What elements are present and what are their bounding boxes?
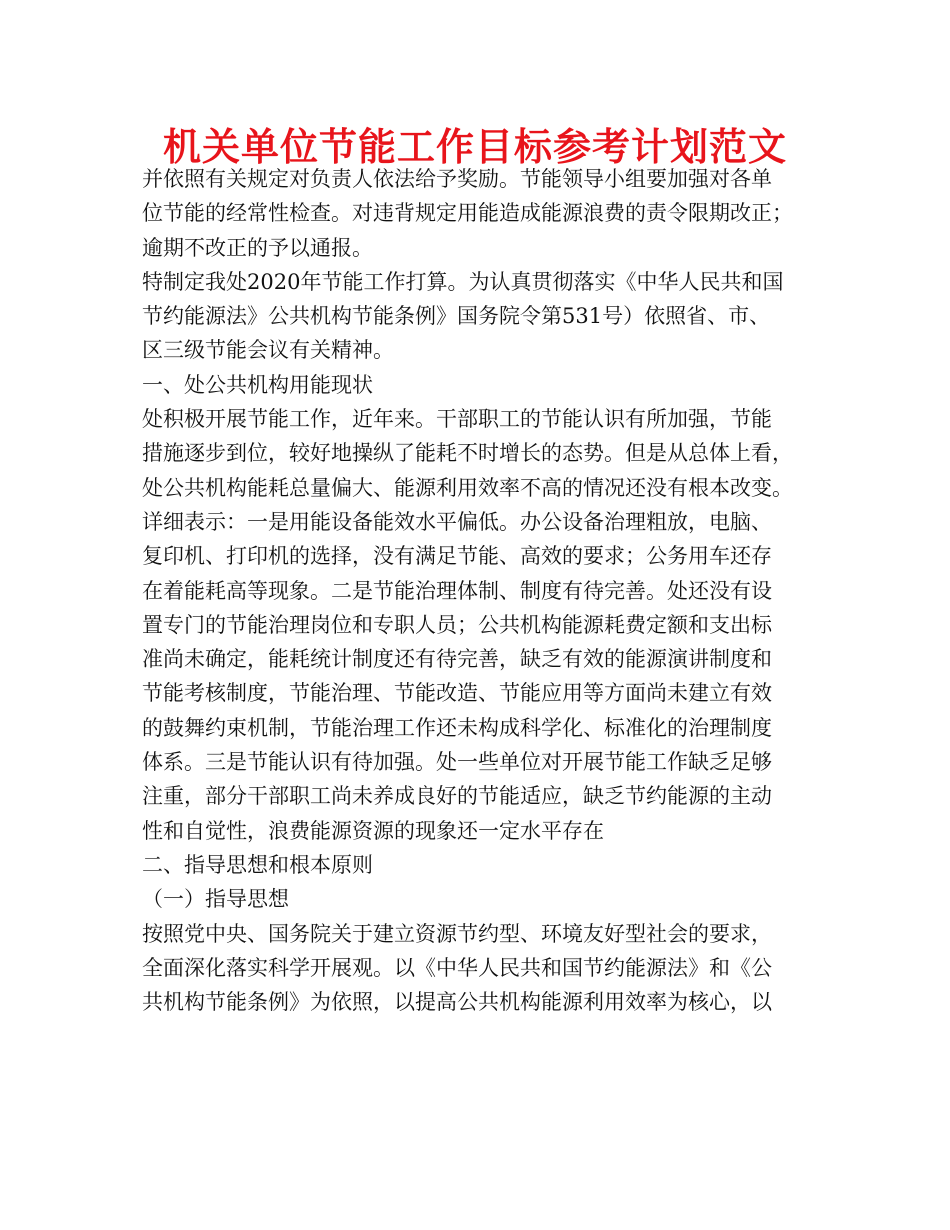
paragraph-line: 置专门的节能治理岗位和专职人员；公共机构能源耗费定额和支出标 xyxy=(142,612,772,637)
paragraph-line: 复印机、打印机的选择，没有满足节能、高效的要求；公务用车还存 xyxy=(142,544,772,569)
paragraph-line: 准尚未确定，能耗统计制度还有待完善，缺乏有效的能源演讲制度和 xyxy=(142,647,772,672)
paragraph-line: 详细表示：一是用能设备能效水平偏低。办公设备治理粗放，电脑、 xyxy=(142,509,772,534)
paragraph-line: 并依照有关规定对负责人依法给予奖励。节能领导小组要加强对各单 xyxy=(142,167,772,191)
paragraph-line: 节约能源法》公共机构节能条例》国务院令第531号）依照省、市、 xyxy=(142,304,771,329)
paragraph-line: 体系。三是节能认识有待加强。处一些单位对开展节能工作缺乏足够 xyxy=(142,750,772,775)
section-heading: 一、处公共机构用能现状 xyxy=(142,372,373,397)
subsection-heading: （一）指导思想 xyxy=(142,887,289,912)
paragraph-line: 逾期不改正的予以通报。 xyxy=(142,235,373,260)
paragraph-line: 位节能的经常性检查。对违背规定用能造成能源浪费的责令限期改正； xyxy=(142,201,793,226)
document-body xyxy=(142,162,832,1019)
paragraph-line: 处公共机构能耗总量偏大、能源利用效率不高的情况还没有根本改变。 xyxy=(142,475,793,500)
paragraph-line: 措施逐步到位，较好地操纵了能耗不时增长的态势。但是从总体上看， xyxy=(142,441,793,466)
paragraph-line: 性和自觉性，浪费能源资源的现象还一定水平存在 xyxy=(142,818,604,843)
paragraph-line: 注重，部分干部职工尚未养成良好的节能适应，缺乏节约能源的主动 xyxy=(142,784,772,809)
paragraph-line: 共机构节能条例》为依照，以提高公共机构能源利用效率为核心，以 xyxy=(142,990,772,1015)
paragraph-line: 的鼓舞约束机制，节能治理工作还未构成科学化、标准化的治理制度 xyxy=(142,715,772,740)
paragraph-line: 在着能耗高等现象。二是节能治理体制、制度有待完善。处还没有设 xyxy=(142,578,772,603)
paragraph-line: 按照党中央、国务院关于建立资源节约型、环境友好型社会的要求， xyxy=(142,921,772,946)
document-title: 机关单位节能工作目标参考计划范文 xyxy=(162,125,787,169)
paragraph-line: 处积极开展节能工作，近年来。干部职工的节能认识有所加强，节能 xyxy=(142,407,772,432)
paragraph-line: 特制定我处2020年节能工作打算。为认真贯彻落实《中华人民共和国 xyxy=(142,269,784,294)
paragraph-line: 节能考核制度，节能治理、节能改造、节能应用等方面尚未建立有效 xyxy=(142,681,772,706)
paragraph-line: 全面深化落实科学开展观。以《中华人民共和国节约能源法》和《公 xyxy=(142,955,772,980)
section-heading: 二、指导思想和根本原则 xyxy=(142,852,373,877)
paragraph-line: 区三级节能会议有关精神。 xyxy=(142,338,394,363)
